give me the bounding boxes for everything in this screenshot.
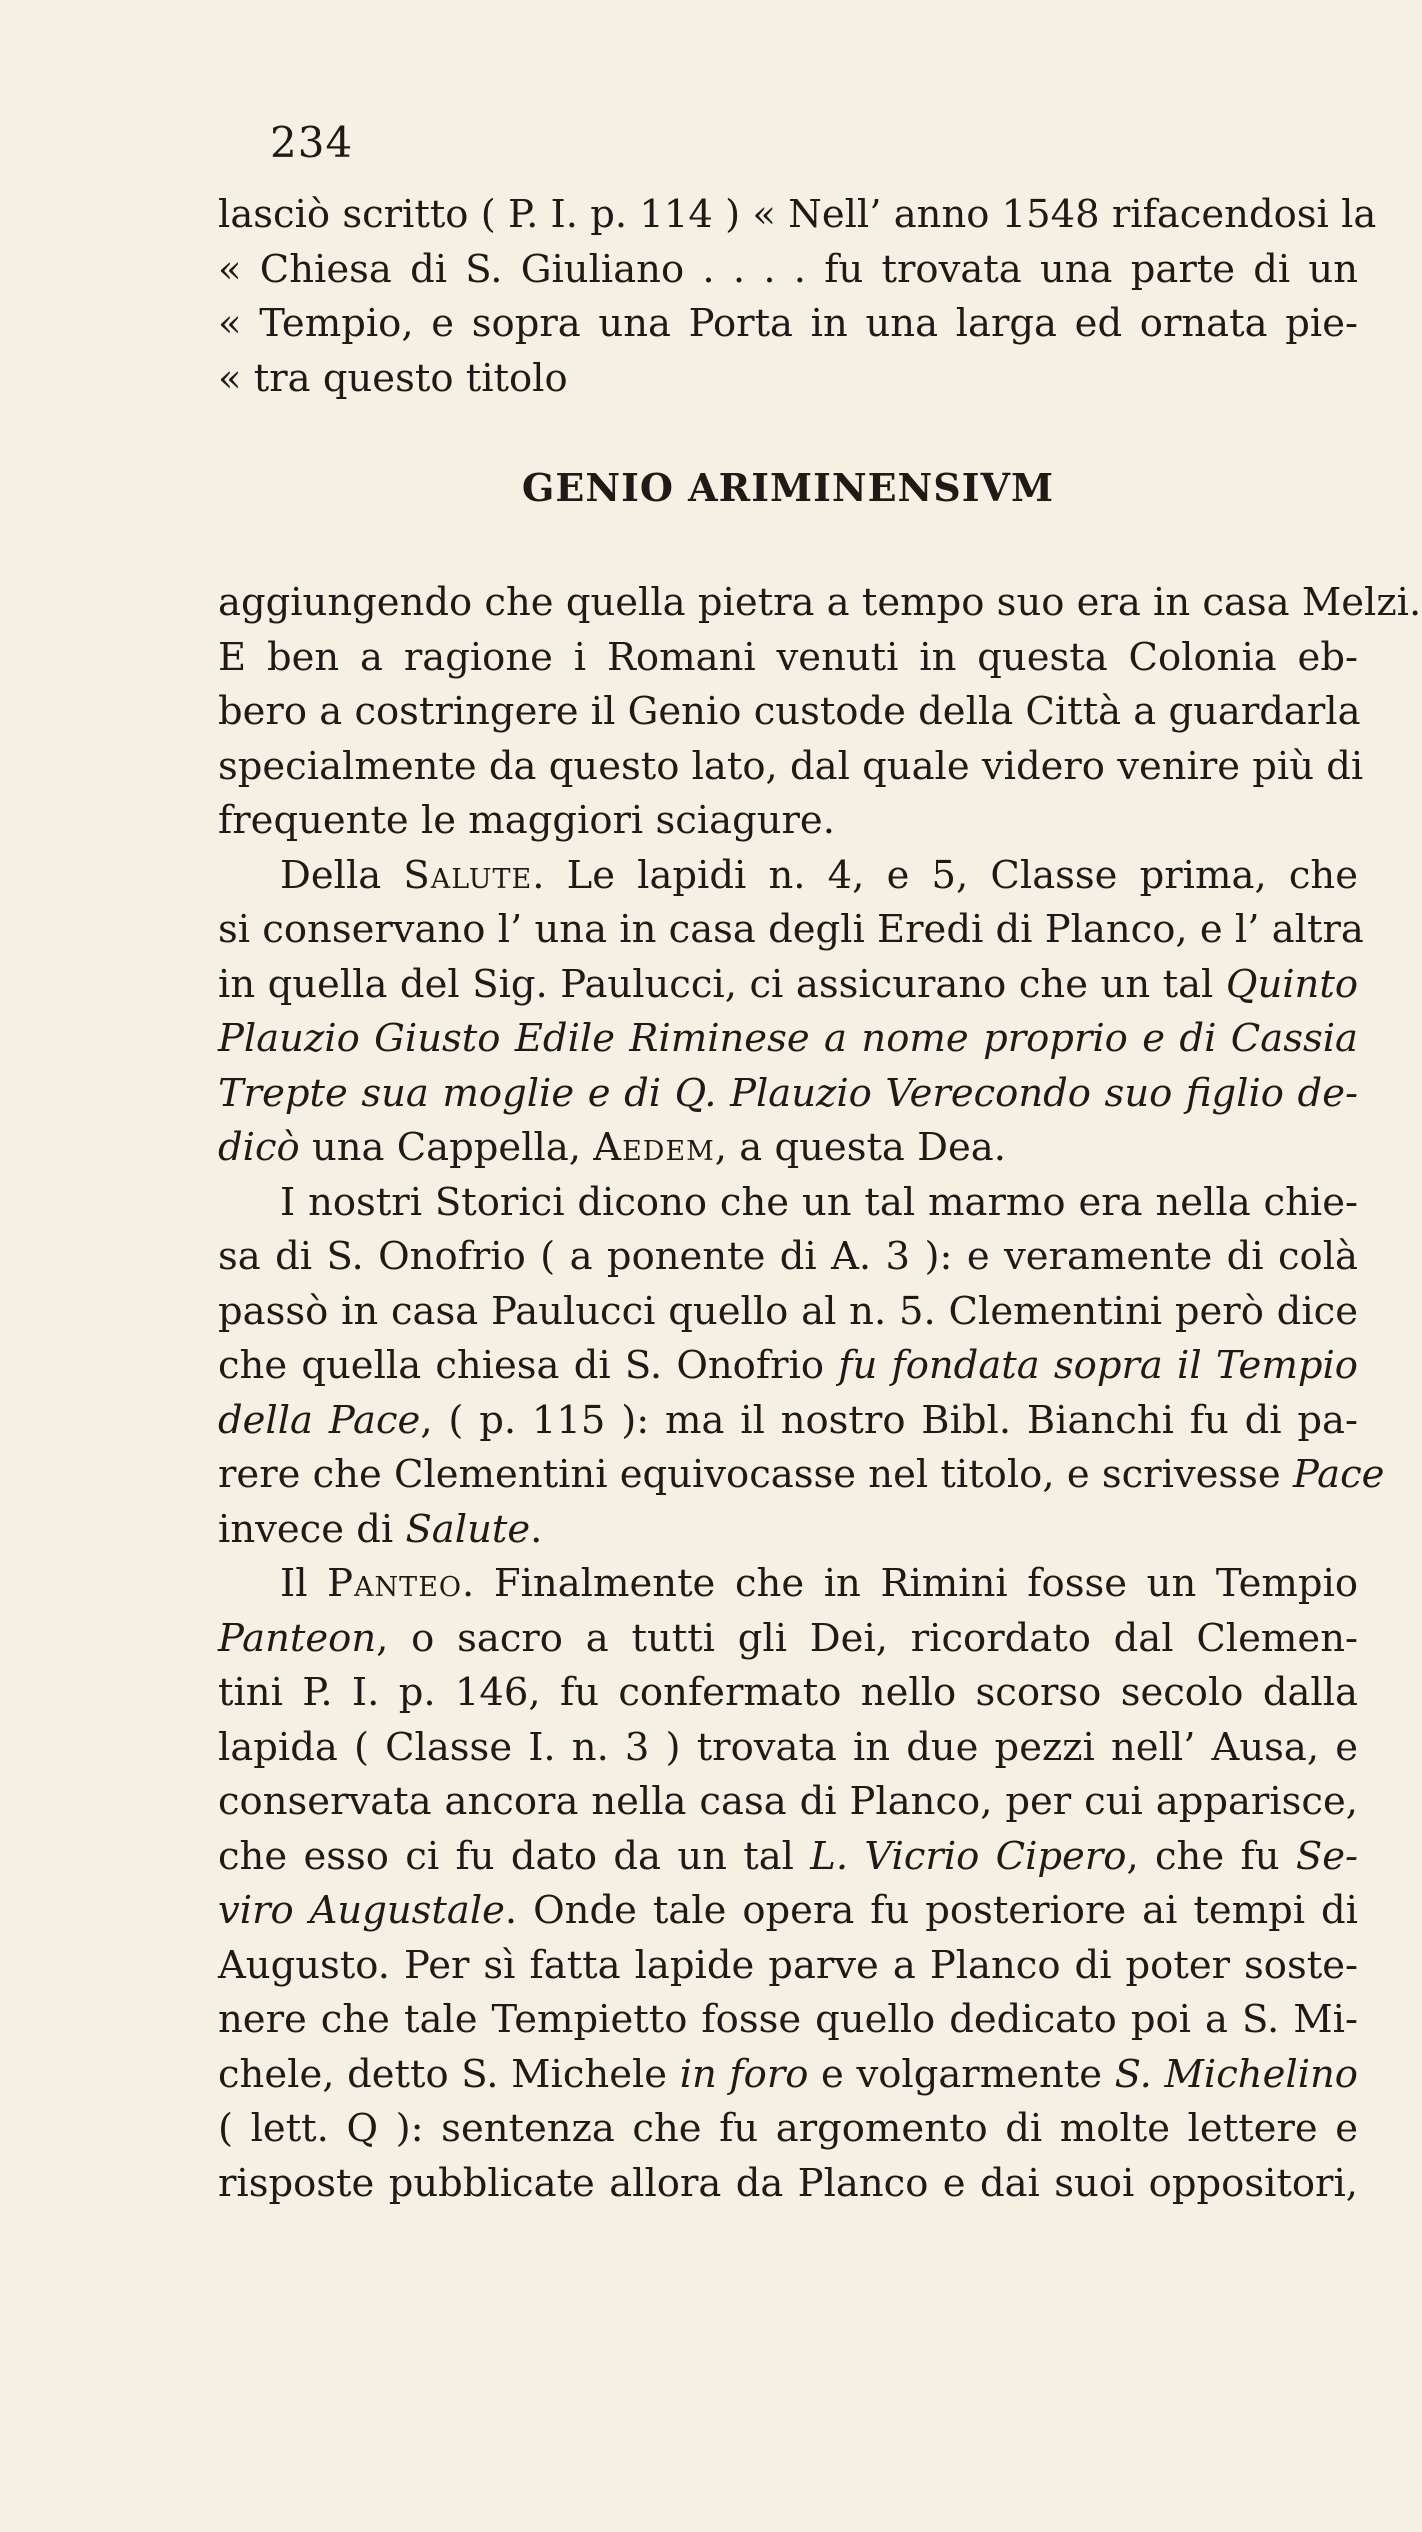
small-caps-run: Aedem (593, 1125, 715, 1170)
text-run: Della (280, 852, 404, 898)
text-run: , che fu (1126, 1833, 1296, 1879)
body-text (218, 188, 1422, 2211)
text-line (218, 1339, 1358, 1394)
italic-run: Quinto (1225, 961, 1358, 1007)
text-run: Il (280, 1561, 328, 1606)
text-line: « Tempio, e sopra una Porta in una larga ed ornata pie- (218, 301, 1358, 346)
italic-run: Pace (1292, 1452, 1385, 1497)
text-line: frequente le maggiori sciagure. (218, 798, 835, 843)
text-run: in quella del Sig. Paulucci, ci assicurano che un tal (218, 961, 1226, 1007)
text-line: E ben a ragione i Romani venuti in questa Colonia eb- (218, 634, 1358, 680)
page-number: 234 (270, 118, 354, 167)
italic-run: Se- (1295, 1833, 1359, 1879)
text-line (218, 1394, 1358, 1449)
italic-run: S. Michelino (1114, 2051, 1358, 2097)
text-run: . Onde tale opera fu posteriore ai tempi di (504, 1888, 1358, 1933)
text-line: aggiungendo che quella pietra a tempo suo era in casa Melzi. (218, 580, 1422, 625)
text-line (218, 2048, 1358, 2103)
text-line (218, 1884, 1358, 1939)
text-line: specialmente da questo lato, dal quale videro venire più di (218, 743, 1364, 789)
italic-run: in foro (679, 2051, 809, 2097)
text-run: che esso ci fu dato da un tal (218, 1833, 811, 1879)
text-line: si conservano l’ una in casa degli Eredi di Planco, e l’ altra (218, 907, 1364, 952)
italic-run: viro Augustale (218, 1888, 505, 1933)
text-line: conservata ancora nella casa di Planco, per cui apparisce, (218, 1779, 1358, 1824)
text-line (218, 1557, 1358, 1612)
text-line: I nostri Storici dicono che un tal marmo era nella chie- (280, 1179, 1358, 1225)
italic-run: Panteon (218, 1615, 377, 1661)
text-line (218, 849, 1358, 904)
text-line (218, 958, 1358, 1013)
italic-run: della Pace (218, 1397, 421, 1443)
text-run: una Cappella, (299, 1125, 594, 1170)
text-line (218, 1830, 1358, 1885)
section-title-panteo: Panteo (327, 1561, 463, 1606)
text-line (218, 1448, 1385, 1503)
text-run: , o sacro a tutti gli Dei, ricordato dal Clemen- (376, 1615, 1358, 1661)
text-run: , a questa Dea. (714, 1125, 1006, 1170)
text-run: e volgarmente (808, 2051, 1115, 2097)
text-line: « tra questo titolo (218, 355, 568, 401)
text-run: rere che Clementini equivocasse nel titolo, e scrivesse (218, 1452, 1293, 1497)
text-run: che quella chiesa di S. Onofrio (218, 1343, 839, 1388)
text-line: risposte pubblicate allora da Planco e dai suoi oppositori, (218, 2160, 1358, 2206)
text-run: chele, detto S. Michele (218, 2051, 680, 2097)
italic-run: fu fondata sopra il Tempio (838, 1343, 1358, 1388)
section-title-salute: Salute (403, 852, 533, 898)
text-line: Trepte sua moglie e di Q. Plauzio Verecondo suo figlio de- (218, 1070, 1358, 1116)
text-line (218, 1612, 1358, 1667)
text-run: . Finalmente che in Rimini fosse un Tempio (462, 1561, 1358, 1606)
text-run: . Le lapidi n. 4, e 5, Classe prima, che (532, 852, 1358, 898)
text-run: . (530, 1506, 543, 1552)
inscription-heading: GENIO ARIMINENSIVM (521, 465, 1055, 510)
text-line: tini P. I. p. 146, fu confermato nello scorso secolo dalla (218, 1670, 1358, 1715)
italic-run: Salute (405, 1506, 531, 1552)
text-line: passò in casa Paulucci quello al n. 5. Clementini però dice (218, 1288, 1358, 1334)
text-line: ( lett. Q ): sentenza che fu argomento di molte lettere e (218, 2106, 1358, 2151)
text-line: Plauzio Giusto Edile Riminese a nome proprio e di Cassia (218, 1016, 1358, 1061)
text-line: sa di S. Onofrio ( a ponente di A. 3 ): e veramente di colà (218, 1234, 1358, 1279)
text-line: nere che tale Tempietto fosse quello dedicato poi a S. Mi- (218, 1997, 1358, 2042)
text-line: lasciò scritto ( P. I. p. 114 ) « Nell’ anno 1548 rifacendosi la (218, 192, 1377, 237)
text-line: lapida ( Classe I. n. 3 ) trovata in due pezzi nell’ Ausa, e (218, 1724, 1358, 1770)
text-line (218, 1503, 1358, 1558)
text-run: , ( p. 115 ): ma il nostro Bibl. Bianchi fu di pa- (420, 1397, 1358, 1443)
text-line: Augusto. Per sì fatta lapide parve a Planco di poter soste- (218, 1942, 1358, 1988)
text-run: invece di (218, 1506, 406, 1552)
text-line: « Chiesa di S. Giuliano . . . . fu trovata una parte di un (218, 246, 1358, 292)
italic-run: L. Vicrio Cipero (810, 1833, 1127, 1879)
text-line (218, 1121, 1358, 1176)
italic-run: dicò (218, 1125, 300, 1170)
text-line: bero a costringere il Genio custode della Città a guardarla (218, 689, 1361, 734)
